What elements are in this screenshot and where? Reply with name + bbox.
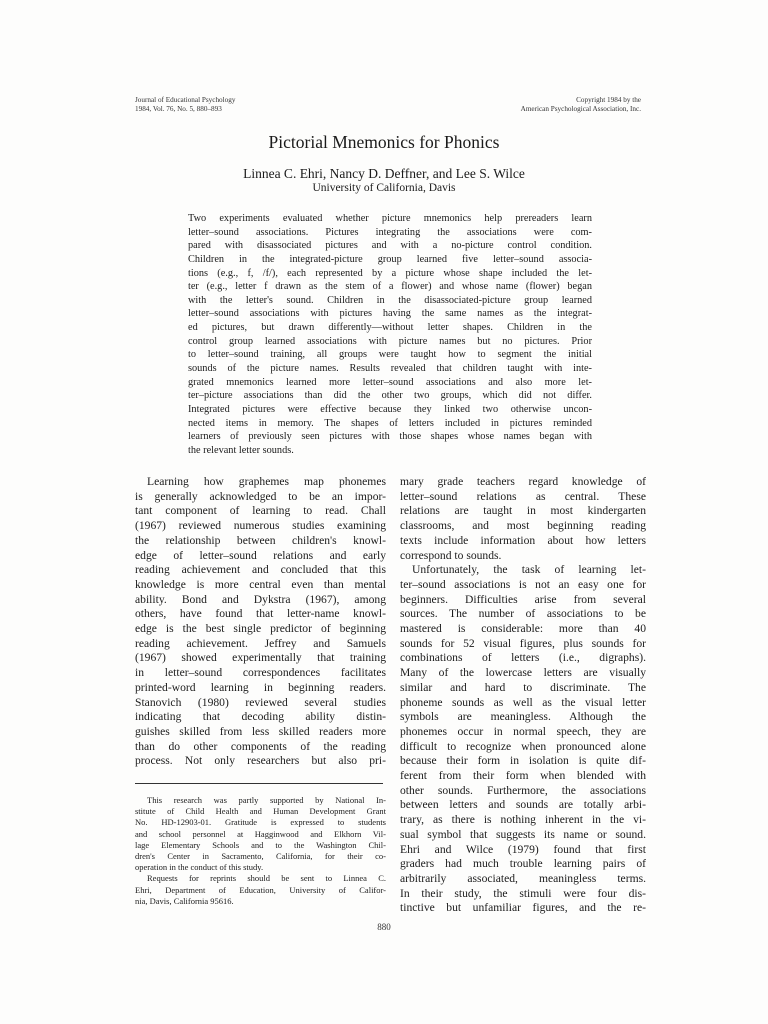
author-affiliation: University of California, Davis: [312, 182, 456, 194]
footnote-line: and school personnel at Hagginwood and Elkhorn Vil-: [135, 828, 386, 839]
body-line: symbols are meaningless. Although the: [400, 710, 646, 724]
body-line: edge is the best single predictor of beginning: [135, 622, 386, 636]
body-line: sources. The number of associations to be: [400, 607, 646, 621]
body-line: tinctive but unfamiliar figures, and the re-: [400, 901, 646, 915]
copyright-holder: American Psychological Association, Inc.: [520, 104, 641, 113]
footnote: [135, 795, 386, 907]
body-line: sual symbol that suggests its name or sound.: [400, 827, 646, 841]
abstract-line: Two experiments evaluated whether picture mnemonics help prereaders learn: [188, 213, 592, 224]
body-column-left: [135, 475, 386, 769]
body-column-right: [400, 475, 646, 916]
body-line: indicating that decoding ability distin-: [135, 710, 386, 724]
abstract-line: letter–sound associations. Pictures integrating the associations were com-: [188, 226, 592, 238]
body-line: phonemes occur in normal speech, they are: [400, 724, 646, 738]
abstract: [188, 212, 592, 458]
footnote-line: dren's Center in Sacramento, California, for their co-: [135, 851, 386, 862]
copyright-notice: [521, 96, 641, 113]
journal-citation: [135, 96, 235, 113]
abstract-line: letter–sound associations with pictures having the same names as the integrat-: [188, 308, 592, 320]
abstract-line: Integrated pictures were effective because they linked two otherwise uncon-: [188, 403, 592, 415]
abstract-line: pared with disassociated pictures and with a no-picture control condition.: [188, 240, 592, 252]
body-line: ability. Bond and Dykstra (1967), among: [135, 592, 386, 606]
body-line: Many of the lowercase letters are visually: [400, 666, 646, 680]
footnote-line: Requests for reprints should be sent to Linnea C.: [147, 873, 386, 884]
body-line: because their form in isolation is quite dif-: [400, 754, 646, 768]
article-title: Pictorial Mnemonics for Phonics: [268, 132, 500, 152]
body-line: arbitrarily associated, meaningless terms.: [400, 871, 646, 885]
body-line: is generally acknowledged to be an impor-: [135, 489, 386, 503]
abstract-line: ter (e.g., letter f drawn as the stem of a flower) and whose name (flower) began: [188, 281, 592, 293]
body-line: ter–sound associations is not an easy one for: [400, 577, 646, 591]
body-line: relations are taught in most kindergarten: [400, 504, 646, 518]
body-line: correspond to sounds.: [400, 548, 502, 562]
body-line: Unfortunately, the task of learning let-: [412, 563, 646, 577]
body-line: (1967) reviewed numerous studies examining: [135, 519, 386, 533]
footnote-divider: [135, 783, 383, 784]
body-line: combinations of letters (i.e., digraphs).: [400, 651, 646, 665]
article-authors: Linnea C. Ehri, Nancy D. Deffner, and Lee S. Wilce: [243, 166, 525, 181]
body-line: graders had much trouble learning pairs of: [400, 857, 646, 871]
footnote-line: operation in the conduct of this study.: [135, 862, 264, 873]
body-line: Ehri and Wilce (1979) found that first: [400, 842, 646, 856]
abstract-line: sounds of the picture names. Results revealed that children taught with inte-: [188, 363, 592, 375]
body-line: reading achievement. Jeffrey and Samuels: [135, 636, 386, 650]
footnote-line: nia, Davis, California 95616.: [135, 895, 234, 906]
body-line: difficult to recognize when pronounced alone: [400, 739, 646, 753]
abstract-line: the relevant letter sounds.: [188, 444, 294, 456]
body-line: the relationship between children's knowl-: [135, 533, 386, 547]
body-line: beginners. Difficulties arise from several: [400, 592, 646, 606]
body-line: Stanovich (1980) reviewed several studies: [135, 695, 386, 709]
journal-name: Journal of Educational Psychology: [135, 96, 236, 104]
abstract-line: tions (e.g., f, /f/), each represented by a picture whose shape included the let-: [188, 267, 592, 279]
body-line: process. Not only researchers but also pri-: [135, 754, 386, 768]
body-line: letter–sound relations as central. These: [400, 489, 646, 503]
body-line: in letter–sound correspondences facilitates: [135, 666, 386, 680]
footnote-line: stitute of Child Health and Human Development Grant: [135, 806, 386, 817]
body-line: guishes skilled from less skilled readers more: [135, 724, 386, 738]
page-number: 880: [377, 922, 391, 932]
footnote-line: This research was partly supported by National In-: [147, 795, 386, 805]
footnote-line: No. HD-12903-01. Gratitude is expressed to students: [135, 817, 386, 828]
abstract-line: nected items in memory. The shapes of letters included in pictures reminded: [188, 417, 592, 429]
abstract-line: grated mnemonics learned more letter–sound associations and also more let-: [188, 376, 592, 388]
body-line: than do other components of the reading: [135, 739, 386, 753]
copyright-line: Copyright 1984 by the: [576, 96, 641, 104]
footnote-line: Ehri, Department of Education, University of Califor-: [135, 884, 386, 895]
body-line: trary, as there is nothing inherent in the vi-: [400, 813, 646, 827]
footnote-line: lage Elementary Schools and to the Washington Chil-: [135, 839, 386, 850]
body-line: similar and hard to discriminate. The: [400, 680, 646, 694]
journal-volume: 1984, Vol. 76, No. 5, 880–893: [135, 104, 222, 113]
abstract-line: learners of previously seen pictures with those shapes whose names began with: [188, 431, 592, 443]
body-line: mary grade teachers regard knowledge of: [400, 475, 646, 488]
body-line: other sounds. Furthermore, the associations: [400, 783, 646, 797]
body-line: In their study, the stimuli were four dis-: [400, 886, 646, 900]
body-line: sounds for 52 visual figures, plus sounds for: [400, 636, 646, 650]
abstract-line: ter–picture associations than did the other two groups, which did not differ.: [188, 390, 592, 402]
body-line: others, have found that letter-name knowl-: [135, 607, 386, 621]
body-line: between letters and sounds are totally arbi-: [400, 798, 646, 812]
abstract-line: control group learned associations with picture names but no pictures. Prior: [188, 335, 592, 347]
body-line: Learning how graphemes map phonemes: [147, 475, 386, 488]
body-line: (1967) showed experimentally that training: [135, 651, 386, 665]
body-line: texts include information about how letters: [400, 533, 646, 547]
body-line: phoneme sounds as well as the visual letter: [400, 695, 646, 709]
abstract-line: ed pictures, but drawn differently—without letter shapes. Children in the: [188, 322, 592, 334]
body-line: classrooms, and most beginning reading: [400, 519, 646, 533]
abstract-line: Children in the integrated-picture group learned five letter–sound associa-: [188, 253, 592, 265]
body-line: tant component of learning to read. Chall: [135, 504, 386, 518]
body-line: ferent from their form when blended with: [400, 769, 646, 783]
abstract-line: to letter–sound training, all groups were taught how to segment the initial: [188, 349, 592, 361]
body-line: knowledge is more central even than mental: [135, 577, 386, 591]
body-line: mastered is considerable: more than 40: [400, 622, 646, 636]
abstract-line: with the letter's sound. Children in the disassociated-picture group learned: [188, 294, 592, 306]
body-line: reading achievement and concluded that this: [135, 563, 386, 577]
body-line: edge of letter–sound relations and early: [135, 548, 386, 562]
body-line: printed-word learning in beginning readers.: [135, 680, 386, 694]
